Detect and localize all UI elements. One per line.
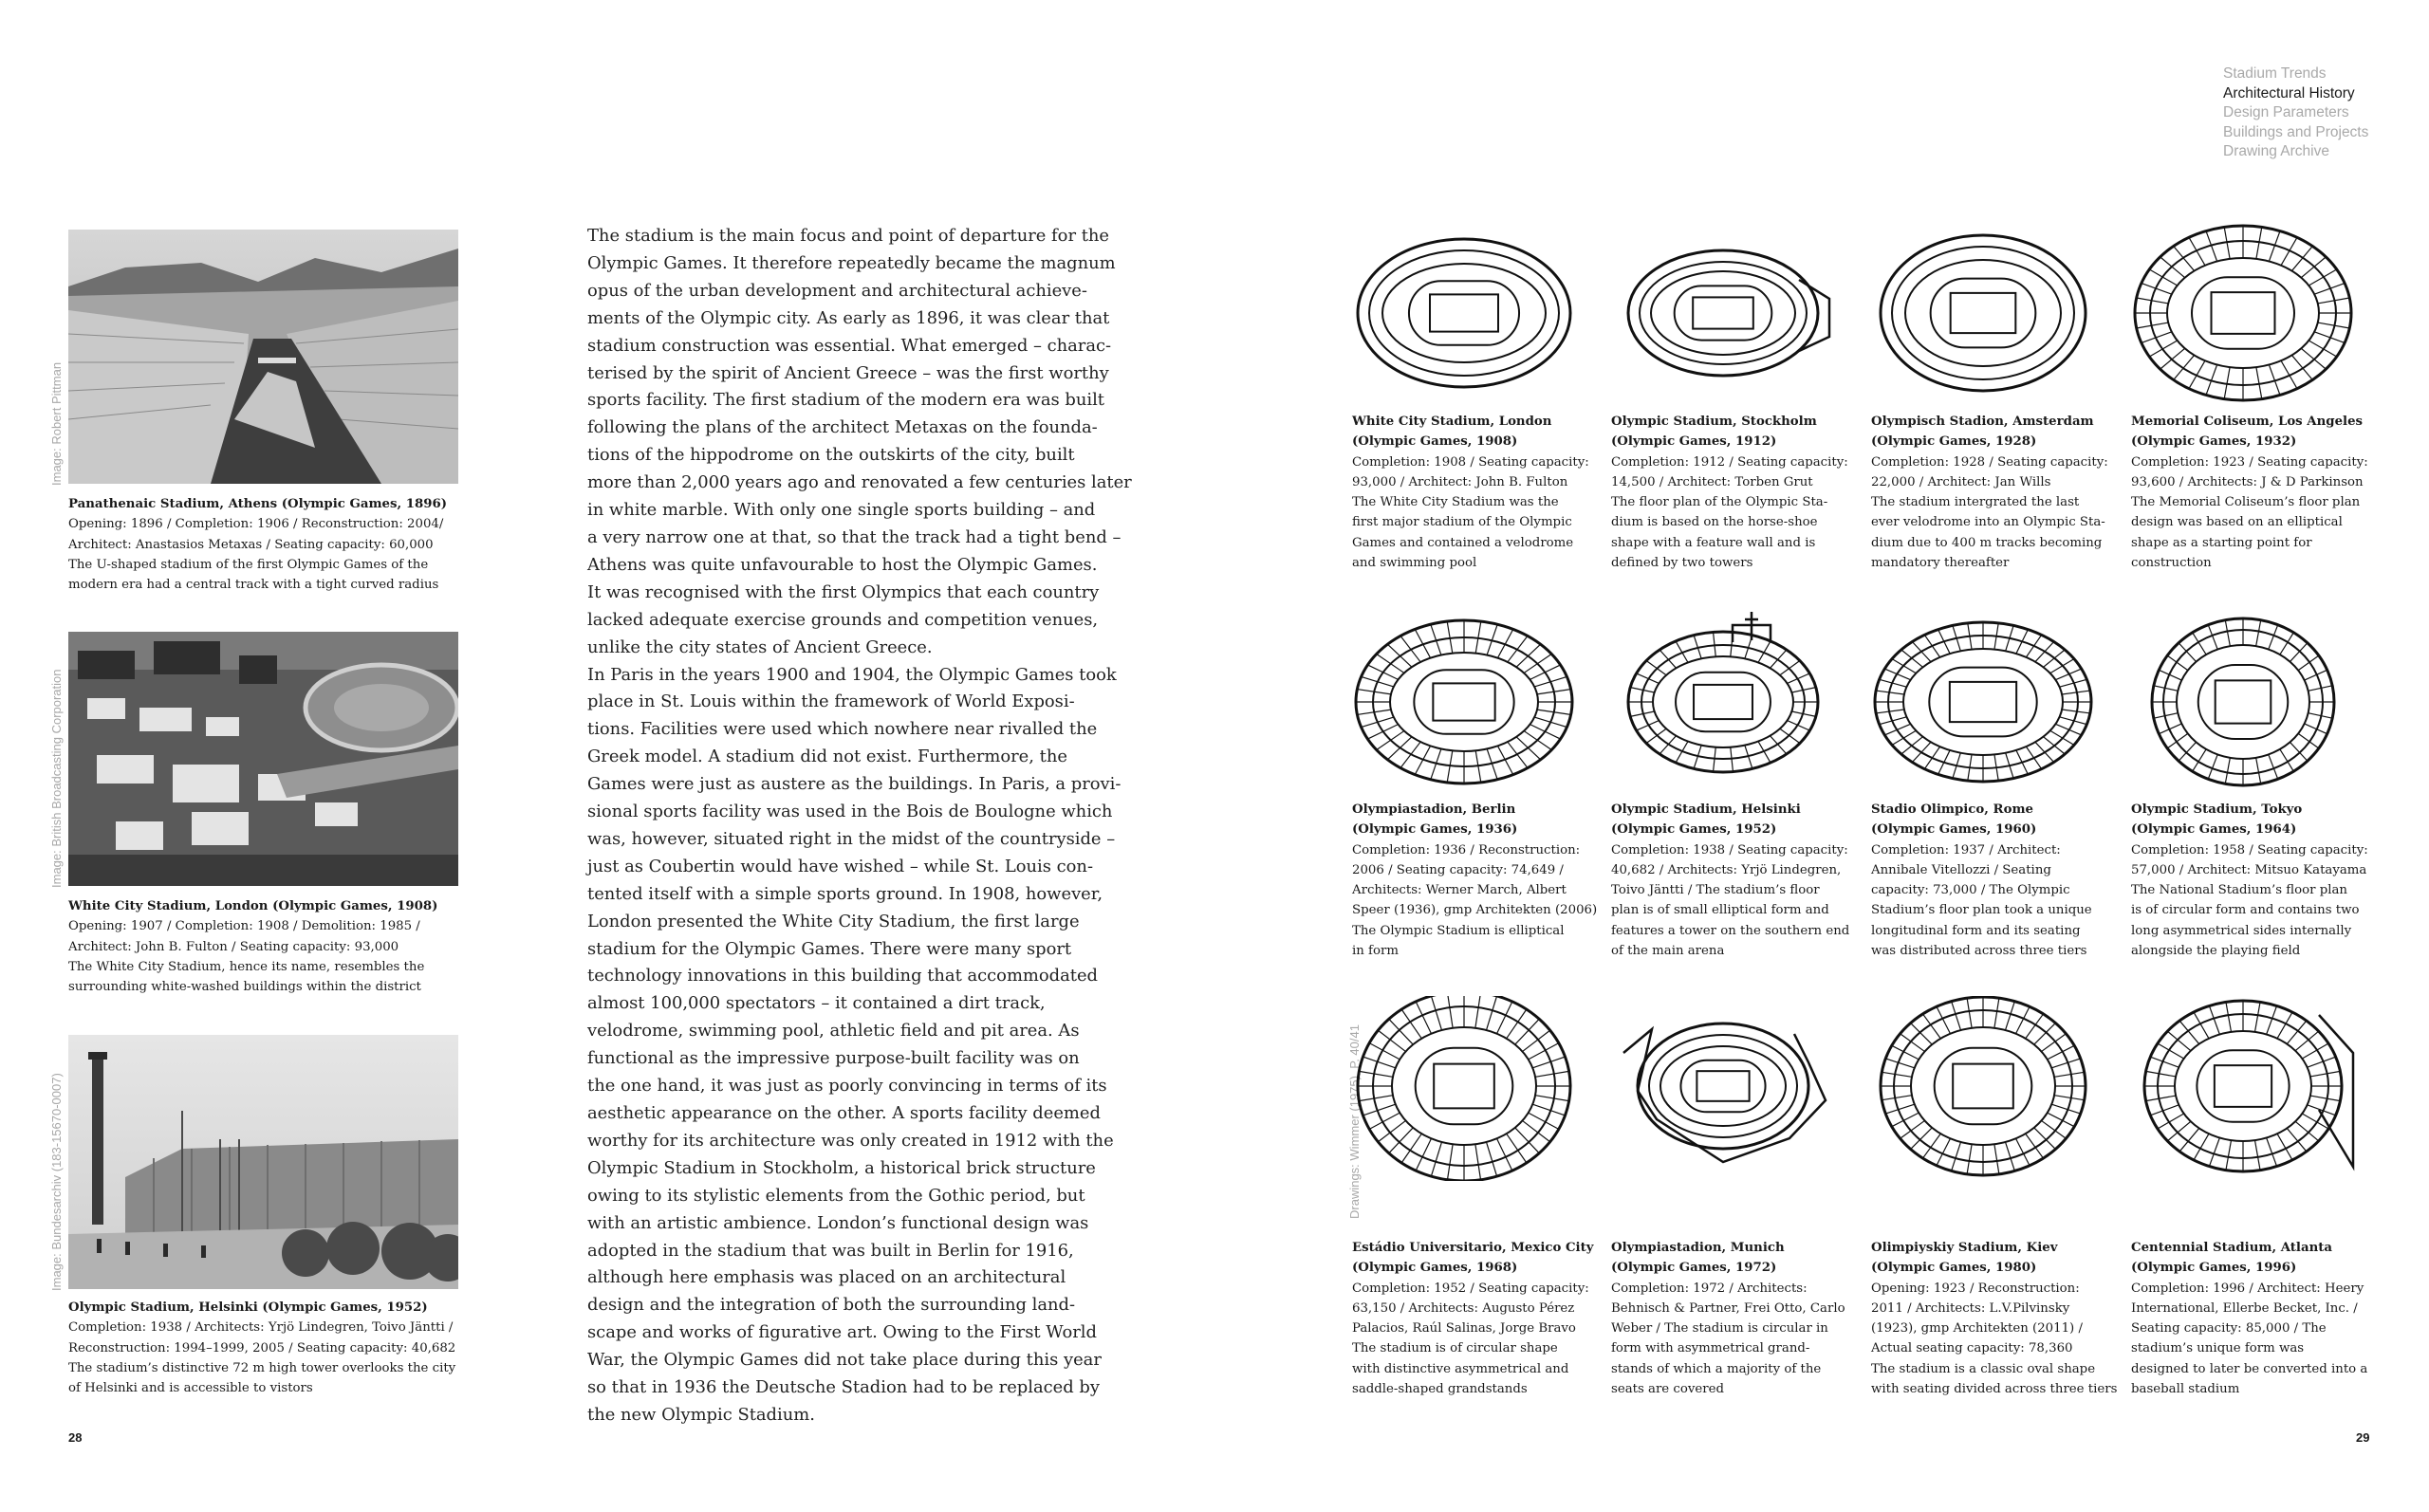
plan-caption-line: Completion: 1996 / Architect: Heery [2131, 1281, 2364, 1296]
stadium-plan-rome [1869, 612, 2102, 797]
plan-caption-title: Memorial Coliseum, Los Angeles [2131, 415, 2364, 429]
plan-caption-line: shape with a feature wall and is [1611, 535, 1816, 550]
body-line: scape and works of figurative art. Owing to the First World [587, 1322, 1097, 1343]
stadium-plan-white-city-london [1350, 223, 1583, 408]
plan-caption-line: Weber / The stadium is circular in [1611, 1321, 1828, 1337]
nav-item-design-parameters[interactable]: Design Parameters [2223, 104, 2349, 120]
plan-caption-line: 22,000 / Architect: Jan Wills [1871, 474, 2051, 489]
plan-caption-line: capacity: 73,000 / The Olympic [1871, 883, 2070, 898]
body-line: was, however, situated right in the midst of the countryside – [587, 828, 1116, 849]
body-line: more than 2,000 years ago and renovated a few centuries later [587, 472, 1132, 493]
plan-caption-line: plan is of small elliptical form and [1611, 903, 1829, 918]
plan-caption-line: Completion: 1908 / Seating capacity: [1352, 454, 1589, 470]
body-line: the one hand, it was just as poorly convincing in terms of its [587, 1076, 1107, 1097]
caption-line: Architect: John B. Fulton / Seating capacity: 93,000 [68, 939, 399, 954]
plan-caption-line: mandatory thereafter [1871, 556, 2010, 571]
plan-caption-line: 57,000 / Architect: Mitsuo Katayama [2131, 862, 2367, 877]
plan-caption-line: The National Stadium’s floor plan [2131, 883, 2347, 898]
plan-caption-line: of the main arena [1611, 944, 1725, 959]
plan-caption-line: The Memorial Coliseum’s floor plan [2131, 495, 2361, 510]
plan-caption-line: The floor plan of the Olympic Sta- [1611, 495, 1828, 510]
photo-panathenaic-stadium [68, 230, 458, 484]
body-line: lacked adequate exercise grounds and competition venues, [587, 609, 1099, 630]
body-line: technology innovations in this building that accommodated [587, 966, 1099, 986]
plan-caption-line: construction [2131, 556, 2212, 571]
plan-caption-line: and swimming pool [1352, 556, 1477, 571]
plan-caption-line: Actual seating capacity: 78,360 [1871, 1341, 2073, 1356]
stadium-plan-helsinki [1609, 612, 1842, 797]
caption-line: Completion: 1938 / Architects: Yrjö Lindegren, Toivo Jäntti / [68, 1320, 454, 1336]
plan-caption [1871, 1238, 2123, 1399]
plan-caption-line: (Olympic Games, 1960) [1871, 822, 2037, 838]
stadium-plan-drawing [2129, 223, 2362, 408]
plan-caption-line: designed to later be converted into a [2131, 1361, 2368, 1376]
body-line: aesthetic appearance on the other. A sports facility deemed [587, 1103, 1101, 1123]
plan-caption-line: (1923), gmp Architekten (2011) / [1871, 1321, 2083, 1337]
body-line: In Paris in the years 1900 and 1904, the Olympic Games took [587, 664, 1117, 685]
caption-title: White City Stadium, London (Olympic Games, 1908) [68, 899, 438, 913]
plan-caption [1611, 800, 1863, 961]
stadium-plan-kiev [1869, 996, 2102, 1181]
stadium-plan-drawing [2129, 612, 2362, 797]
body-line: London presented the White City Stadium, the first large [587, 911, 1080, 931]
plan-caption-title: Stadio Olimpico, Rome [1871, 802, 2033, 817]
stadium-plan-atlanta [2129, 996, 2362, 1181]
body-line: functional as the impressive purpose-built facility was on [587, 1048, 1080, 1069]
plan-caption-line: was distributed across three tiers [1871, 944, 2087, 959]
photo-caption [68, 896, 467, 997]
photo-credit: Image: Bundesarchiv (183-15670-0007) [49, 1073, 64, 1291]
plan-caption-line: first major stadium of the Olympic [1352, 515, 1572, 530]
body-line: although here emphasis was placed on an architectural [587, 1267, 1066, 1288]
body-line: tented itself with a simple sports ground. In 1908, however, [587, 883, 1103, 904]
caption-line: The U-shaped stadium of the first Olympic Games of the [68, 557, 429, 572]
plan-caption-line: long asymmetrical sides internally [2131, 923, 2352, 938]
plan-caption-line: (Olympic Games, 1936) [1352, 822, 1518, 838]
plan-caption-line: with seating divided across three tiers [1871, 1382, 2118, 1397]
stadium-plan-amsterdam [1869, 223, 2102, 408]
body-line: a very narrow one at that, so that the track had a tight bend – [587, 526, 1122, 547]
stadium-plan-berlin [1350, 612, 1583, 797]
stadium-plan-drawing [1869, 223, 2102, 408]
plan-caption-title: Estádio Universitario, Mexico City [1352, 1241, 1594, 1255]
plan-caption-line: with distinctive asymmetrical and [1352, 1361, 1569, 1376]
stadium-plan-munich [1609, 996, 1842, 1181]
plan-caption [1352, 800, 1604, 961]
plan-caption-line: (Olympic Games, 1968) [1352, 1261, 1518, 1276]
plan-caption-line: 14,500 / Architect: Torben Grut [1611, 474, 1813, 489]
nav-item-buildings-and-projects[interactable]: Buildings and Projects [2223, 123, 2369, 140]
plan-caption-line: The White City Stadium was the [1352, 495, 1559, 510]
plan-caption-line: baseball stadium [2131, 1382, 2240, 1397]
plan-caption-line: Completion: 1937 / Architect: [1871, 842, 2061, 857]
body-line: terised by the spirit of Ancient Greece – was the first worthy [587, 362, 1109, 383]
body-line: unlike the city states of Ancient Greece. [587, 636, 933, 657]
plan-caption [2131, 800, 2383, 961]
photo-helsinki-stadium [68, 1035, 458, 1289]
plan-caption [1611, 412, 1863, 573]
plan-caption-line: Architects: Werner March, Albert [1352, 883, 1567, 898]
plan-caption-line: (Olympic Games, 1964) [2131, 822, 2297, 838]
plan-caption-title: Olympisch Stadion, Amsterdam [1871, 415, 2094, 429]
plan-caption-line: stands of which a majority of the [1611, 1361, 1822, 1376]
plan-caption-title: Olympic Stadium, Helsinki [1611, 802, 1801, 817]
body-line: worthy for its architecture was only created in 1912 with the [587, 1130, 1114, 1151]
plan-caption-line: alongside the playing field [2131, 944, 2301, 959]
stadium-plan-drawing [1350, 612, 1583, 797]
plan-caption-line: (Olympic Games, 1912) [1611, 434, 1777, 450]
plan-caption [2131, 1238, 2383, 1399]
plan-caption-line: shape as a starting point for [2131, 535, 2312, 550]
body-line: with an artistic ambience. London’s functional design was [587, 1212, 1089, 1233]
caption-line: Reconstruction: 1994–1999, 2005 / Seating capacity: 40,682 [68, 1340, 456, 1355]
caption-line: The stadium’s distinctive 72 m high tower overlooks the city [68, 1360, 456, 1375]
stadium-plan-drawing [1609, 996, 1842, 1181]
plan-caption-line: defined by two towers [1611, 556, 1753, 571]
plan-caption-line: features a tower on the southern end [1611, 923, 1850, 938]
caption-line: The White City Stadium, hence its name, resembles the [68, 959, 425, 974]
caption-line: modern era had a central track with a tight curved radius [68, 578, 439, 593]
plan-caption-line: International, Ellerbe Becket, Inc. / [2131, 1300, 2358, 1316]
plan-caption-line: 63,150 / Architects: Augusto Pérez [1352, 1300, 1575, 1316]
body-line: Olympic Games. It therefore repeatedly became the magnum [587, 252, 1116, 273]
caption-line: of Helsinki and is accessible to vistors [68, 1381, 313, 1396]
section-navigation [2223, 65, 2368, 162]
body-line: stadium construction was essential. What emerged – charac- [587, 335, 1112, 356]
caption-line: surrounding white-washed buildings within the district [68, 980, 421, 995]
plan-caption-title: Olympiastadion, Berlin [1352, 802, 1516, 817]
body-line: almost 100,000 spectators – it contained a dirt track, [587, 993, 1046, 1014]
plan-caption-line: Behnisch & Partner, Frei Otto, Carlo [1611, 1300, 1845, 1316]
plan-caption-line: in form [1352, 944, 1399, 959]
plan-caption-line: (Olympic Games, 1928) [1871, 434, 2037, 450]
plan-caption-line: Completion: 1912 / Seating capacity: [1611, 454, 1848, 470]
body-line: Athens was quite unfavourable to host the Olympic Games. [587, 554, 1098, 575]
page-number-left: 28 [68, 1430, 83, 1445]
plan-caption-line: Completion: 1936 / Reconstruction: [1352, 842, 1581, 857]
plan-caption [1871, 412, 2123, 573]
page-number-right: 29 [2356, 1430, 2370, 1445]
nav-item-drawing-archive[interactable]: Drawing Archive [2223, 143, 2329, 159]
plan-caption-line: 2006 / Seating capacity: 74,649 / [1352, 862, 1564, 877]
plan-caption-line: Completion: 1952 / Seating capacity: [1352, 1281, 1589, 1296]
plan-caption-line: Opening: 1923 / Reconstruction: [1871, 1281, 2080, 1296]
body-line: so that in 1936 the Deutsche Stadion had to be replaced by [587, 1377, 1100, 1398]
body-line: War, the Olympic Games did not take place during this year [587, 1350, 1102, 1371]
plan-caption-title: Olympiastadion, Munich [1611, 1241, 1785, 1255]
body-text [587, 223, 1132, 1429]
plan-caption-line: (Olympic Games, 1952) [1611, 822, 1777, 838]
photo-credit: Image: British Broadcasting Corporation [49, 669, 64, 888]
plan-caption-line: The stadium intergrated the last [1871, 495, 2080, 510]
body-line: place in St. Louis within the framework of World Exposi- [587, 691, 1075, 712]
body-line: tions. Facilities were used which nowhere near rivalled the [587, 719, 1098, 740]
nav-item-stadium-trends[interactable]: Stadium Trends [2223, 65, 2327, 82]
plan-caption [1871, 800, 2123, 961]
plan-caption-title: White City Stadium, London [1352, 415, 1552, 429]
body-line: ments of the Olympic city. As early as 1896, it was clear that [587, 307, 1110, 328]
plan-caption-title: Olympic Stadium, Tokyo [2131, 802, 2303, 817]
plan-caption [1352, 412, 1604, 573]
caption-line: Opening: 1907 / Completion: 1908 / Demolition: 1985 / [68, 919, 420, 934]
photo-credit: Image: Robert Pittman [49, 361, 64, 486]
plan-caption-line: is of circular form and contains two [2131, 903, 2360, 918]
body-line: sional sports facility was used in the Bois de Boulogne which [587, 802, 1113, 822]
plan-caption [1352, 1238, 1604, 1399]
plan-caption-line: Toivo Jäntti / The stadium’s floor [1611, 883, 1820, 898]
body-line: velodrome, swimming pool, athletic field and pit area. As [587, 1021, 1080, 1042]
plan-caption-title: Olimpiyskiy Stadium, Kiev [1871, 1241, 2058, 1255]
body-line: Olympic Stadium in Stockholm, a historical brick structure [587, 1157, 1096, 1178]
caption-line: Architect: Anastasios Metaxas / Seating capacity: 60,000 [68, 537, 434, 552]
body-line: tions of the hippodrome on the outskirts of the city, built [587, 445, 1075, 466]
body-line: The stadium is the main focus and point of departure for the [587, 226, 1109, 246]
plan-caption-line: 93,000 / Architect: John B. Fulton [1352, 474, 1568, 489]
plan-caption-line: Completion: 1972 / Architects: [1611, 1281, 1808, 1296]
photo-white-city-stadium [68, 632, 458, 886]
stadium-plan-drawing [1869, 996, 2102, 1181]
plan-caption-line: ever velodrome into an Olympic Sta- [1871, 515, 2105, 530]
body-line: stadium for the Olympic Games. There were many sport [587, 938, 1072, 959]
plan-caption-line: The stadium is a classic oval shape [1871, 1361, 2096, 1376]
photo-caption [68, 1298, 467, 1398]
stadium-plan-mexico-city [1350, 996, 1583, 1181]
body-line: the new Olympic Stadium. [587, 1404, 815, 1425]
plan-caption-line: The Olympic Stadium is elliptical [1352, 923, 1565, 938]
plan-caption-line: form with asymmetrical grand- [1611, 1341, 1810, 1356]
stadium-plan-los-angeles [2129, 223, 2362, 408]
plan-caption-line: Stadium’s floor plan took a unique [1871, 903, 2092, 918]
plan-caption-line: Completion: 1958 / Seating capacity: [2131, 842, 2368, 857]
stadium-plan-drawing [1350, 996, 1583, 1181]
body-line: It was recognised with the first Olympics that each country [587, 581, 1100, 602]
plan-caption-line: dium is based on the horse-shoe [1611, 515, 1818, 530]
drawings-credit: Drawings: Wimmer (1975), P. 40/41 [1347, 1024, 1362, 1219]
body-line: following the plans of the architect Metaxas on the founda- [587, 417, 1098, 438]
stadium-plan-tokyo [2129, 612, 2362, 797]
plan-caption-title: Centennial Stadium, Atlanta [2131, 1241, 2333, 1255]
plan-caption-line: design was based on an elliptical [2131, 515, 2343, 530]
stadium-plan-drawing [1609, 223, 1842, 408]
body-line: adopted in the stadium that was built in Berlin for 1916, [587, 1240, 1074, 1261]
plan-caption-line: saddle-shaped grandstands [1352, 1382, 1528, 1397]
body-line: design and the integration of both the surrounding land- [587, 1295, 1076, 1316]
plan-caption-line: Completion: 1928 / Seating capacity: [1871, 454, 2108, 470]
body-line: just as Coubertin would have wished – while St. Louis con- [587, 856, 1093, 876]
plan-caption-line: Speer (1936), gmp Architekten (2006) [1352, 903, 1598, 918]
stadium-plan-drawing [1350, 223, 1583, 408]
plan-caption-line: Games and contained a velodrome [1352, 535, 1574, 550]
body-line: opus of the urban development and architectural achieve- [587, 280, 1087, 301]
plan-caption-line: longitudinal form and its seating [1871, 923, 2081, 938]
plan-caption-line: (Olympic Games, 1980) [1871, 1261, 2037, 1276]
plan-caption-line: seats are covered [1611, 1382, 1724, 1397]
plan-caption-line: stadium’s unique form was [2131, 1341, 2305, 1356]
plan-caption-title: Olympic Stadium, Stockholm [1611, 415, 1817, 429]
plan-caption-line: Annibale Vitellozzi / Seating [1871, 862, 2051, 877]
body-line: owing to its stylistic elements from the Gothic period, but [587, 1185, 1085, 1206]
stadium-plan-drawing [2129, 996, 2362, 1181]
plan-caption-line: Palacios, Raúl Salinas, Jorge Bravo [1352, 1321, 1576, 1337]
stadium-plan-drawing [1869, 612, 2102, 797]
nav-item-architectural-history[interactable]: Architectural History [2223, 84, 2355, 101]
plan-caption [2131, 412, 2383, 573]
plan-caption-line: Completion: 1923 / Seating capacity: [2131, 454, 2368, 470]
caption-line: Opening: 1896 / Completion: 1906 / Reconstruction: 2004/ [68, 517, 444, 532]
plan-caption-line: (Olympic Games, 1932) [2131, 434, 2297, 450]
stadium-plan-drawing [1609, 612, 1842, 797]
plan-caption-line: 93,600 / Architects: J & D Parkinson [2131, 474, 2364, 489]
photo-caption [68, 494, 467, 595]
plan-caption-line: 40,682 / Architects: Yrjö Lindegren, [1611, 862, 1842, 877]
plan-caption-line: (Olympic Games, 1996) [2131, 1261, 2297, 1276]
stadium-plan-stockholm [1609, 223, 1842, 408]
plan-caption-line: The stadium is of circular shape [1352, 1341, 1558, 1356]
body-line: in white marble. With only one single sports building – and [587, 500, 1096, 521]
body-line: Games were just as austere as the buildings. In Paris, a provi- [587, 774, 1122, 795]
plan-caption-line: (Olympic Games, 1908) [1352, 434, 1518, 450]
plan-caption-line: Seating capacity: 85,000 / The [2131, 1321, 2327, 1337]
caption-title: Panathenaic Stadium, Athens (Olympic Games, 1896) [68, 497, 448, 511]
plan-caption-line: Completion: 1938 / Seating capacity: [1611, 842, 1848, 857]
plan-caption-line: dium due to 400 m tracks becoming [1871, 535, 2103, 550]
caption-title: Olympic Stadium, Helsinki (Olympic Games, 1952) [68, 1300, 428, 1315]
body-line: Greek model. A stadium did not exist. Furthermore, the [587, 747, 1067, 767]
body-line: sports facility. The first stadium of the modern era was built [587, 390, 1104, 411]
plan-caption-line: (Olympic Games, 1972) [1611, 1261, 1777, 1276]
plan-caption-line: 2011 / Architects: L.V.Pilvinsky [1871, 1300, 2070, 1316]
plan-caption [1611, 1238, 1863, 1399]
